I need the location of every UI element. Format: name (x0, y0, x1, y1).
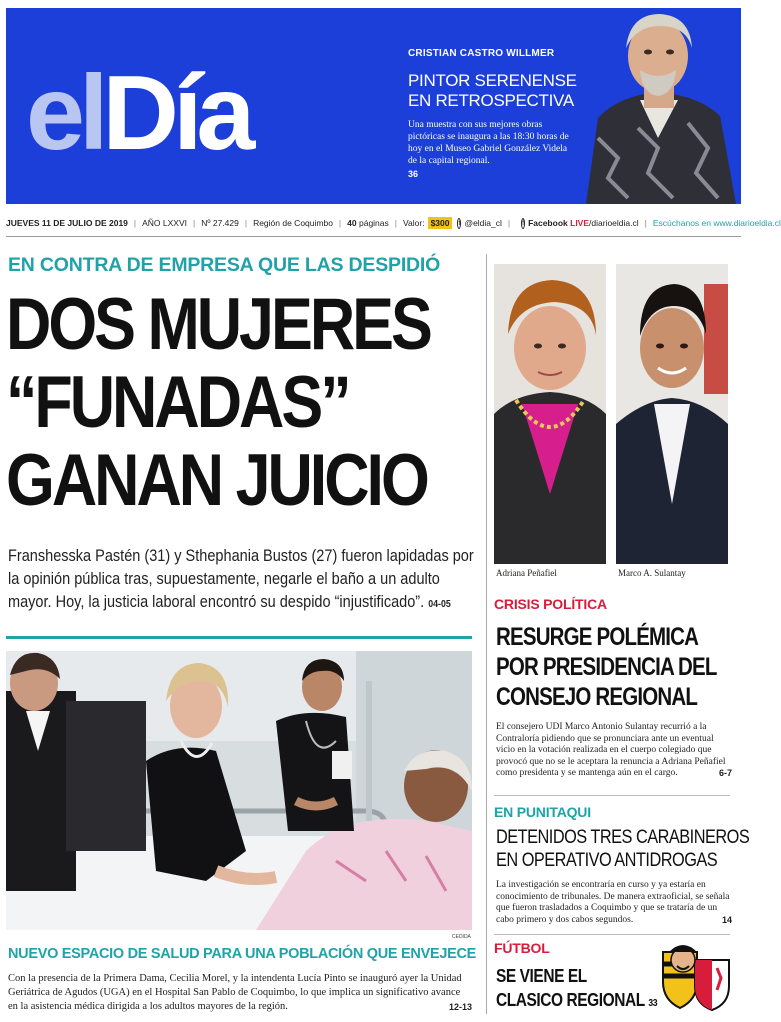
info-bar (6, 214, 781, 232)
caption-left: Adriana Peñafiel (496, 568, 557, 578)
politicians-photos (494, 264, 728, 564)
issue-year: AÑO LXXVI (142, 218, 188, 228)
punitaqui-page: 14 (721, 914, 732, 925)
health-kicker: NUEVO ESPACIO DE SALUD PARA UNA POBLACIÓN QUE ENVEJECE (8, 946, 477, 962)
masthead (6, 8, 741, 204)
facebook-handle[interactable]: /diarioeldia.cl (589, 218, 639, 228)
issue-region: Región de Coquimbo (253, 218, 333, 228)
caption-right: Marco A. Sulantay (618, 568, 686, 578)
futbol-headline-line2 (496, 988, 657, 1016)
main-deck (8, 545, 474, 616)
teaser-body: Una muestra con sus mejores obras pictóricas se inaugura a las 18:30 horas de hoy en el Museo Gabriel González Videla de la capital regional. (408, 120, 569, 166)
futbol-page: 33 (648, 998, 658, 1009)
facebook-live[interactable]: LIVE (570, 218, 590, 228)
logo-main: Día (102, 54, 250, 172)
painter-portrait (578, 8, 741, 204)
teaser-headline (408, 71, 578, 111)
teal-divider (6, 636, 472, 639)
separator: | (507, 218, 511, 228)
logo[interactable] (26, 54, 250, 172)
separator: | (193, 218, 196, 228)
health-body-text: Con la presencia de la Primera Dama, Cecilia Morel, y la intendenta Lucía Pinto se inauguró ayer la Unidad Geriátrica de Agudos (UGA) en el Hospital San Pablo de Coquimbo, lo que implica un significativo avance en la asistencia médica dirigida a los adultos mayores de la región. (8, 973, 462, 1012)
twitter-icon[interactable]: t (458, 219, 461, 227)
futbol-kicker: FÚTBOL (494, 940, 550, 956)
punitaqui-headline-line2: EN OPERATIVO ANTIDROGAS (496, 850, 718, 871)
crisis-headline-line3: CONSEJO REGIONAL (496, 683, 698, 711)
listen-link[interactable]: Escúchanos en www.diarioeldia.cl (652, 218, 781, 228)
crisis-page: 6-7 (718, 768, 732, 778)
hospital-photo (6, 651, 472, 930)
health-body (8, 972, 472, 1014)
issue-date: JUEVES 11 DE JULIO DE 2019 (6, 218, 128, 228)
teaser-page: 36 (408, 169, 419, 179)
crisis-kicker: CRISIS POLÍTICA (494, 596, 607, 612)
punitaqui-headline[interactable] (496, 826, 749, 872)
pages-count: 40 (347, 218, 357, 228)
main-headline-line3: GANAN JUICIO (6, 440, 427, 521)
twitter-handle[interactable]: @eldia_cl (464, 218, 502, 228)
divider (6, 236, 741, 237)
main-deck-page: 04-05 (428, 599, 451, 610)
logo-prefix: el (26, 54, 103, 172)
separator: | (394, 218, 397, 228)
futbol-headline[interactable] (496, 964, 657, 1016)
value-label: Valor: (402, 218, 425, 228)
separator: | (338, 218, 342, 228)
teaser-headline-line1: PINTOR SERENENSE (408, 71, 577, 90)
facebook-icon[interactable]: f (522, 219, 525, 227)
punitaqui-headline-line1: DETENIDOS TRES CARABINEROS (496, 827, 750, 848)
divider (494, 795, 730, 796)
teaser-author: CRISTIAN CASTRO WILLMER (408, 48, 555, 59)
main-deck-text: Franshesska Pastén (31) y Sthephania Bustos (27) fueron lapidadas por la opinión pública tras, supuestamente, negarle el baño a un adulto mayor. Hoy, la justicia laboral encontró su despido “injustificado”. (8, 547, 474, 611)
main-headline[interactable] (6, 284, 430, 521)
punitaqui-body-text: La investigación se encontraría en curso y ya estaría en conocimiento de tribunales. De manera extraoficial, se señala que fueron trasladados a Coquimbo y que se trataría de un cabo primero y dos cabos segundos. (496, 880, 730, 925)
masthead-teaser[interactable] (408, 48, 578, 179)
futbol-headline-line1: SE VIENE EL (496, 966, 587, 986)
health-page: 12-13 (448, 1002, 472, 1012)
crisis-headline-line2: POR PRESIDENCIA DEL (496, 653, 717, 681)
club-crests-icon (657, 938, 733, 1014)
teaser-headline-line2: EN RETROSPECTIVA (408, 91, 574, 110)
facebook-label[interactable]: Facebook (528, 218, 568, 228)
photo-credit: CEDIDA (452, 934, 471, 940)
issue-number: Nº 27.429 (201, 218, 239, 228)
crisis-headline[interactable] (496, 622, 717, 712)
divider (494, 934, 730, 935)
punitaqui-kicker: EN PUNITAQUI (494, 804, 591, 820)
separator: | (133, 218, 137, 228)
crisis-body (496, 722, 732, 780)
crisis-headline-line1: RESURGE POLÉMICA (496, 623, 699, 651)
main-headline-line2: “FUNADAS” (6, 362, 349, 443)
separator: | (244, 218, 248, 228)
main-kicker: EN CONTRA DE EMPRESA QUE LAS DESPIDIÓ (8, 254, 441, 276)
crisis-body-text: El consejero UDI Marco Antonio Sulantay recurrió a la Contraloría pidiendo que se pronunciara ante un eventual vicio en la votación realizada en el cuerpo colegiado que provocó que no se le aceptara la renuncia a Adriana Peñafiel como presidenta y se mantenga aún en el cargo. (496, 722, 726, 778)
separator: | (644, 218, 647, 228)
pages-word: páginas (358, 218, 389, 228)
punitaqui-body (496, 880, 732, 926)
futbol-headline-line2-text: CLASICO REGIONAL (496, 990, 645, 1010)
main-headline-line1: DOS MUJERES (6, 284, 430, 365)
column-divider (486, 254, 487, 1014)
price-badge: $300 (428, 217, 453, 229)
